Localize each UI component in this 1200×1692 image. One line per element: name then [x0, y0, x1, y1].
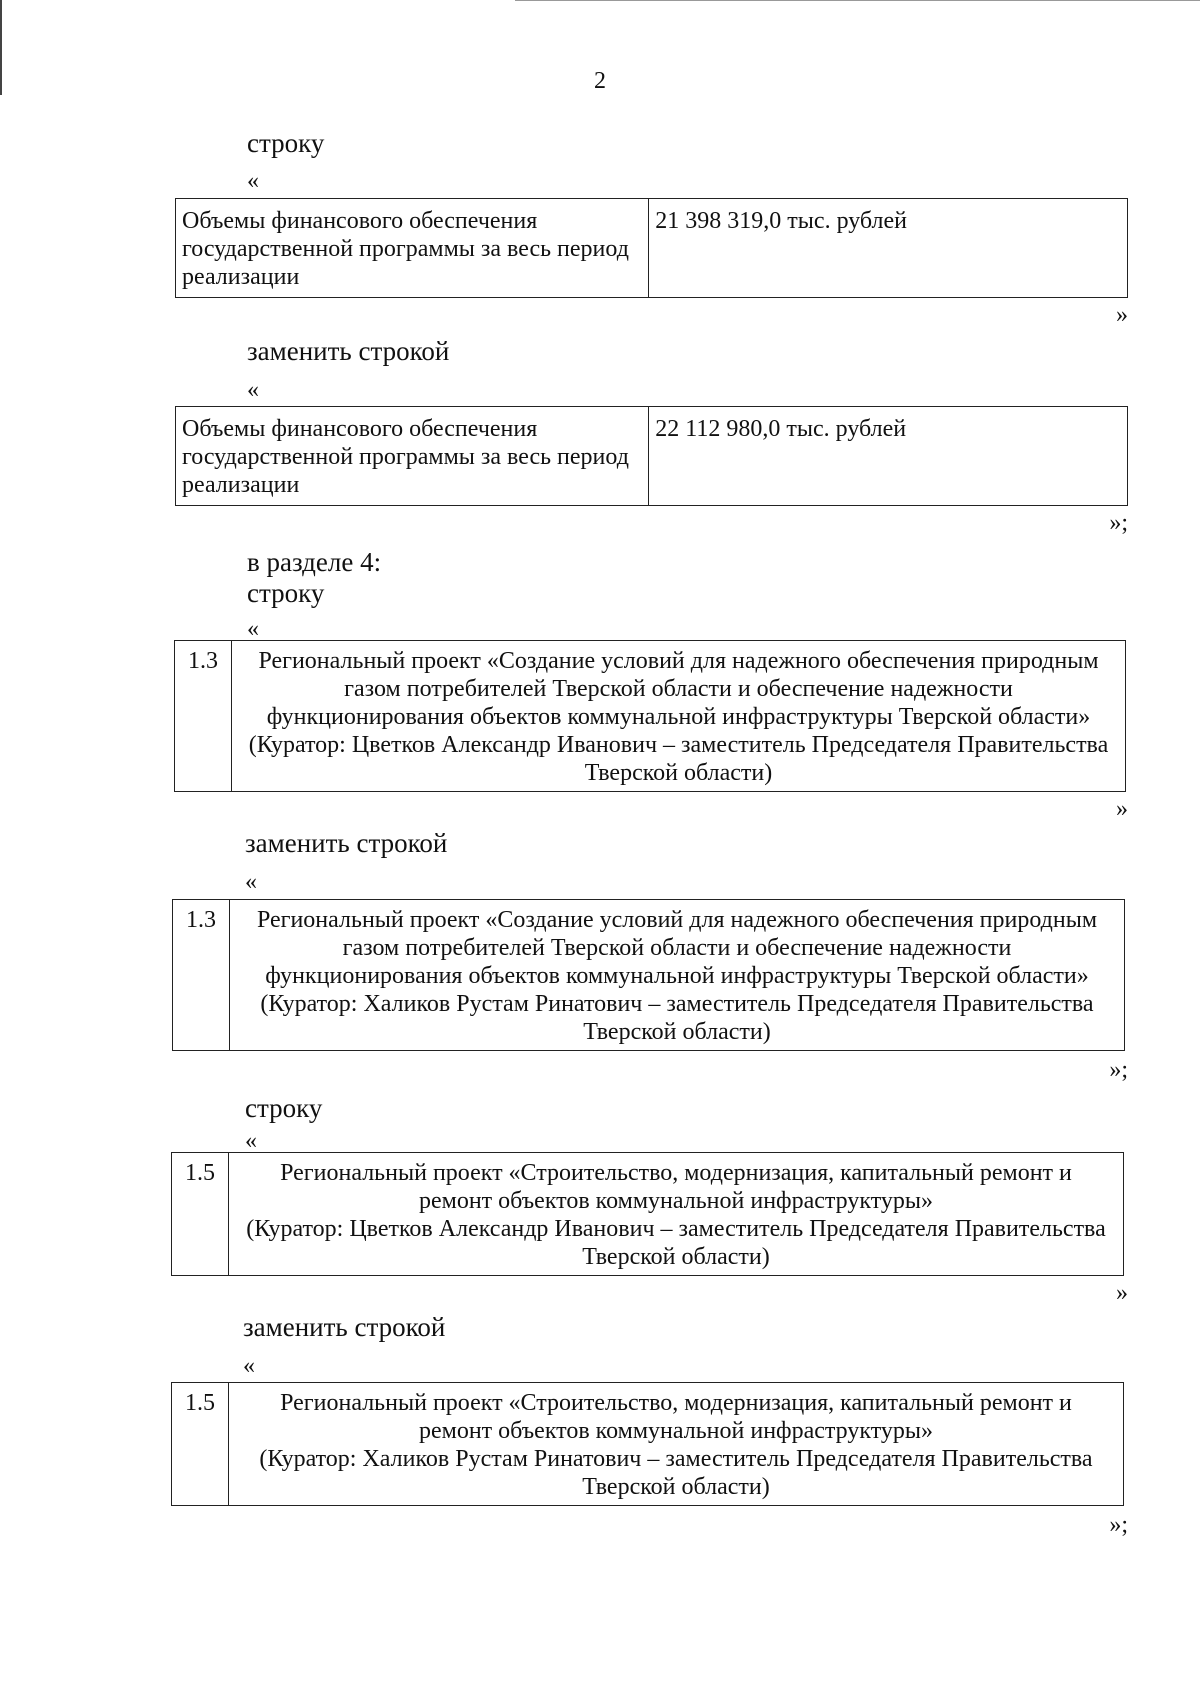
close-quote: » [1116, 796, 1128, 822]
cell-line: (Куратор: Цветков Александр Иванович – заместитель Председателя Правительства [246, 1216, 1106, 1242]
finance-label-cell [176, 407, 649, 506]
instruction-label: заменить строкой [245, 828, 448, 858]
open-quote: « [247, 168, 259, 194]
cell-line: (Куратор: Халиков Рустам Ринатович – заместитель Председателя Правительства [260, 991, 1094, 1017]
close-quote: » [1116, 1280, 1128, 1306]
project-number-cell: 1.3 [173, 900, 230, 1051]
project-text-cell [230, 900, 1125, 1051]
close-quote: »; [1109, 510, 1128, 536]
scan-edge-mark [515, 0, 1200, 1]
table-row [176, 407, 1128, 506]
project-text-cell [229, 1383, 1124, 1506]
cell-line: реализации [182, 472, 300, 498]
cell-line: (Куратор: Цветков Александр Иванович – заместитель Председателя Правительства [248, 732, 1109, 758]
table-row [176, 199, 1128, 298]
table-row [175, 641, 1126, 792]
cell-line: функционирования объектов коммунальной инфраструктуры Тверской области» [266, 704, 1091, 730]
cell-line: Региональный проект «Строительство, модернизация, капитальный ремонт и [280, 1390, 1072, 1416]
project-number-cell: 1.5 [172, 1383, 229, 1506]
project-text-cell [232, 641, 1126, 792]
project-number-cell: 1.5 [172, 1153, 229, 1276]
cell-line: Региональный проект «Создание условий для надежного обеспечения природным [256, 907, 1098, 933]
cell-line: газом потребителей Тверской области и обеспечение надежности [342, 935, 1012, 961]
cell-line: ремонт объектов коммунальной инфраструктуры» [418, 1188, 934, 1214]
project-number-cell: 1.3 [175, 641, 232, 792]
open-quote: « [245, 1128, 257, 1154]
section-heading: в разделе 4: [247, 547, 382, 577]
cell-line: Региональный проект «Создание условий для надежного обеспечения природным [258, 648, 1099, 674]
close-quote: »; [1109, 1057, 1128, 1083]
cell-line: Региональный проект «Строительство, модернизация, капитальный ремонт и [280, 1160, 1072, 1186]
cell-line: государственной программы за весь период [182, 444, 629, 470]
cell-line: реализации [182, 264, 300, 290]
cell-line: функционирования объектов коммунальной инфраструктуры Тверской области» [265, 963, 1089, 989]
table-row [172, 1383, 1124, 1506]
finance-value-cell: 22 112 980,0 тыс. рублей [649, 407, 1128, 506]
project-text-cell [229, 1153, 1124, 1276]
cell-line: Тверской области) [582, 1474, 770, 1500]
instruction-label: строку [245, 1093, 323, 1123]
table-row [173, 900, 1125, 1051]
open-quote: « [247, 616, 259, 642]
instruction-label: заменить строкой [243, 1312, 446, 1342]
project-table [174, 640, 1126, 792]
instruction-label: заменить строкой [247, 336, 450, 366]
finance-label-cell [176, 199, 649, 298]
cell-line: Объемы финансового обеспечения [182, 416, 538, 442]
cell-line: (Куратор: Халиков Рустам Ринатович – заместитель Председателя Правительства [259, 1446, 1093, 1472]
project-table [172, 899, 1125, 1051]
page-number: 2 [594, 68, 606, 94]
cell-line: Тверской области) [582, 1244, 770, 1270]
close-quote: »; [1109, 1512, 1128, 1538]
table-row [172, 1153, 1124, 1276]
project-table [171, 1382, 1124, 1506]
instruction-label: строку [247, 578, 325, 608]
close-quote: » [1116, 302, 1128, 328]
project-table [171, 1152, 1124, 1276]
cell-line: Объемы финансового обеспечения [182, 208, 538, 234]
finance-value-cell: 21 398 319,0 тыс. рублей [649, 199, 1128, 298]
instruction-label: строку [247, 128, 325, 158]
finance-table [175, 198, 1128, 298]
cell-line: Тверской области) [583, 1019, 771, 1045]
cell-line: газом потребителей Тверской области и обеспечение надежности [344, 676, 1013, 702]
open-quote: « [243, 1353, 255, 1379]
finance-table [175, 406, 1128, 506]
open-quote: « [245, 869, 257, 895]
cell-line: ремонт объектов коммунальной инфраструктуры» [418, 1418, 934, 1444]
cell-line: Тверской области) [584, 760, 773, 786]
cell-line: государственной программы за весь период [182, 236, 629, 262]
open-quote: « [247, 377, 259, 403]
